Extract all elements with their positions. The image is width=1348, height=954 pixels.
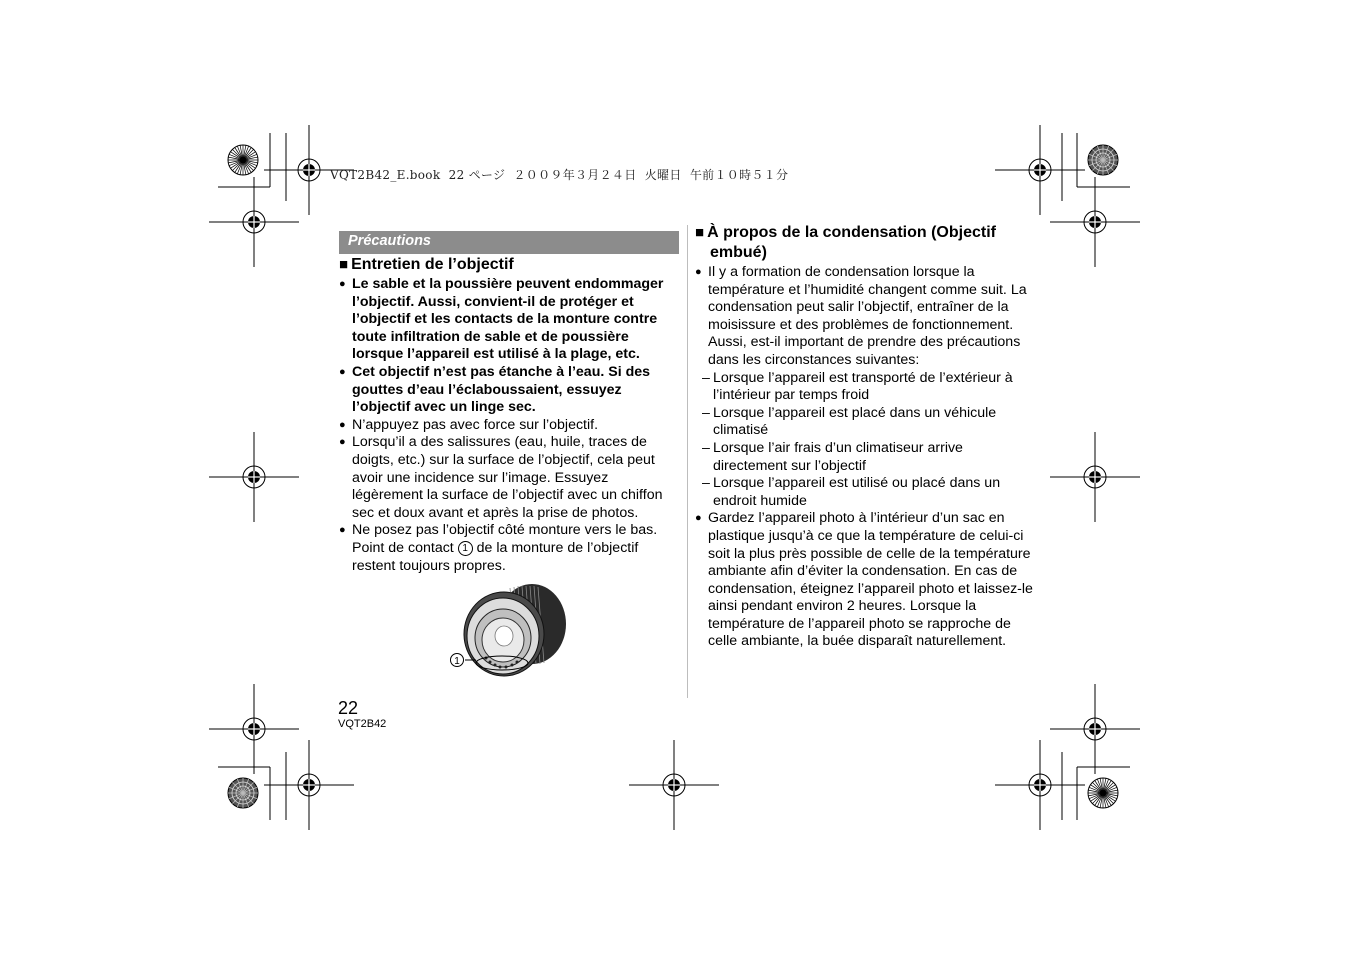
square-bullet-icon: ■ <box>339 256 349 273</box>
left-column <box>339 255 681 575</box>
square-bullet-icon: ■ <box>695 224 705 241</box>
figure-callout-number: 1 <box>454 656 460 667</box>
section-title-bar <box>339 231 679 254</box>
dash-item: – Lorsque l’air frais d’un climatiseur arrive directement sur l’objectif <box>702 439 963 474</box>
list-item: ● Gardez l’appareil photo à l’intérieur d’un sac en plastique jusqu’à ce que la température de celui-ci soit la plus près possible de celle de la température ambiante afin d’éviter la condensation. En cas de condensation, éteignez l’appareil photo et laissez-le ainsi pendant environ 2 heures. Lorsque la température de l’appareil photo se rapproche de celle ambiante, la buée disparaît naturellement. <box>695 510 1033 650</box>
column-divider <box>687 225 688 698</box>
right-heading: ■ À propos de la condensation (Objectif embué) <box>695 224 996 261</box>
dash-item: – Lorsque l’appareil est utilisé ou placé dans un endroit humide <box>702 475 1001 509</box>
list-item: ● Lorsqu’il a des salissures (eau, huile, traces de doigts, etc.) sur la surface de l’objectif, cela peut avoir une incidence sur l’image. Essuyez légèrement la surface de l’objectif avec un chiffon sec et doux avant et après la prise de photos. <box>339 434 663 521</box>
dash-item: – Lorsque l’appareil est placé dans un véhicule climatisé <box>702 404 997 439</box>
list-item: ● Le sable et la poussière peuvent endommager l’objectif. Aussi, convient-il de protéger et l’objectif et les contacts de la monture contre toute infiltration de sable et de poussière lorsque l’appareil est utilisé à la plage, etc. <box>339 276 664 363</box>
left-bullet-list <box>339 276 681 575</box>
callout-number: 1 <box>458 541 473 556</box>
bullet-icon: ● <box>339 278 346 290</box>
document-code: VQT2B42 <box>338 718 387 730</box>
print-header: VQT2B42_E.book 22 ページ ２００９年３月２４日 火曜日 午前１０時５１分 <box>330 168 789 182</box>
bullet-icon: ● <box>339 436 346 449</box>
bullet-icon: ● <box>339 365 346 378</box>
bullet-icon: ● <box>339 418 346 431</box>
section-title: Précautions <box>348 233 431 249</box>
page-number: 22 <box>338 698 359 718</box>
right-bullet-list <box>695 264 1040 651</box>
list-item: ● N’appuyez pas avec force sur l’objectif. <box>339 416 599 433</box>
bullet-icon: ● <box>695 266 702 278</box>
bullet-icon: ● <box>695 512 702 525</box>
list-item: ● Il y a formation de condensation lorsque la température et l’humidité changent comme suit. La condensation peut salir l’objectif, entraîner de la moisissure et des problèmes de fonctionnement. Aussi, est-il important de prendre des précautions dans les circonstances suivantes: <box>695 264 1027 368</box>
bullet-icon: ● <box>339 524 346 537</box>
dash-item: – Lorsque l’appareil est transporté de l’extérieur à l’intérieur par temps froid <box>702 369 1013 404</box>
left-heading: ■ Entretien de l’objectif <box>339 256 514 273</box>
list-item: ● Cet objectif n’est pas étanche à l’eau. Si des gouttes d’eau l’éclaboussaient, essuyez l’objectif avec un linge sec. <box>339 363 651 416</box>
list-item: ● Ne posez pas l’objectif côté monture vers le bas. Point de contact 1 de la monture de l’objectif restent toujours propres. <box>339 522 658 574</box>
lens-mount-illustration-icon <box>440 578 580 680</box>
right-column <box>695 223 1040 651</box>
